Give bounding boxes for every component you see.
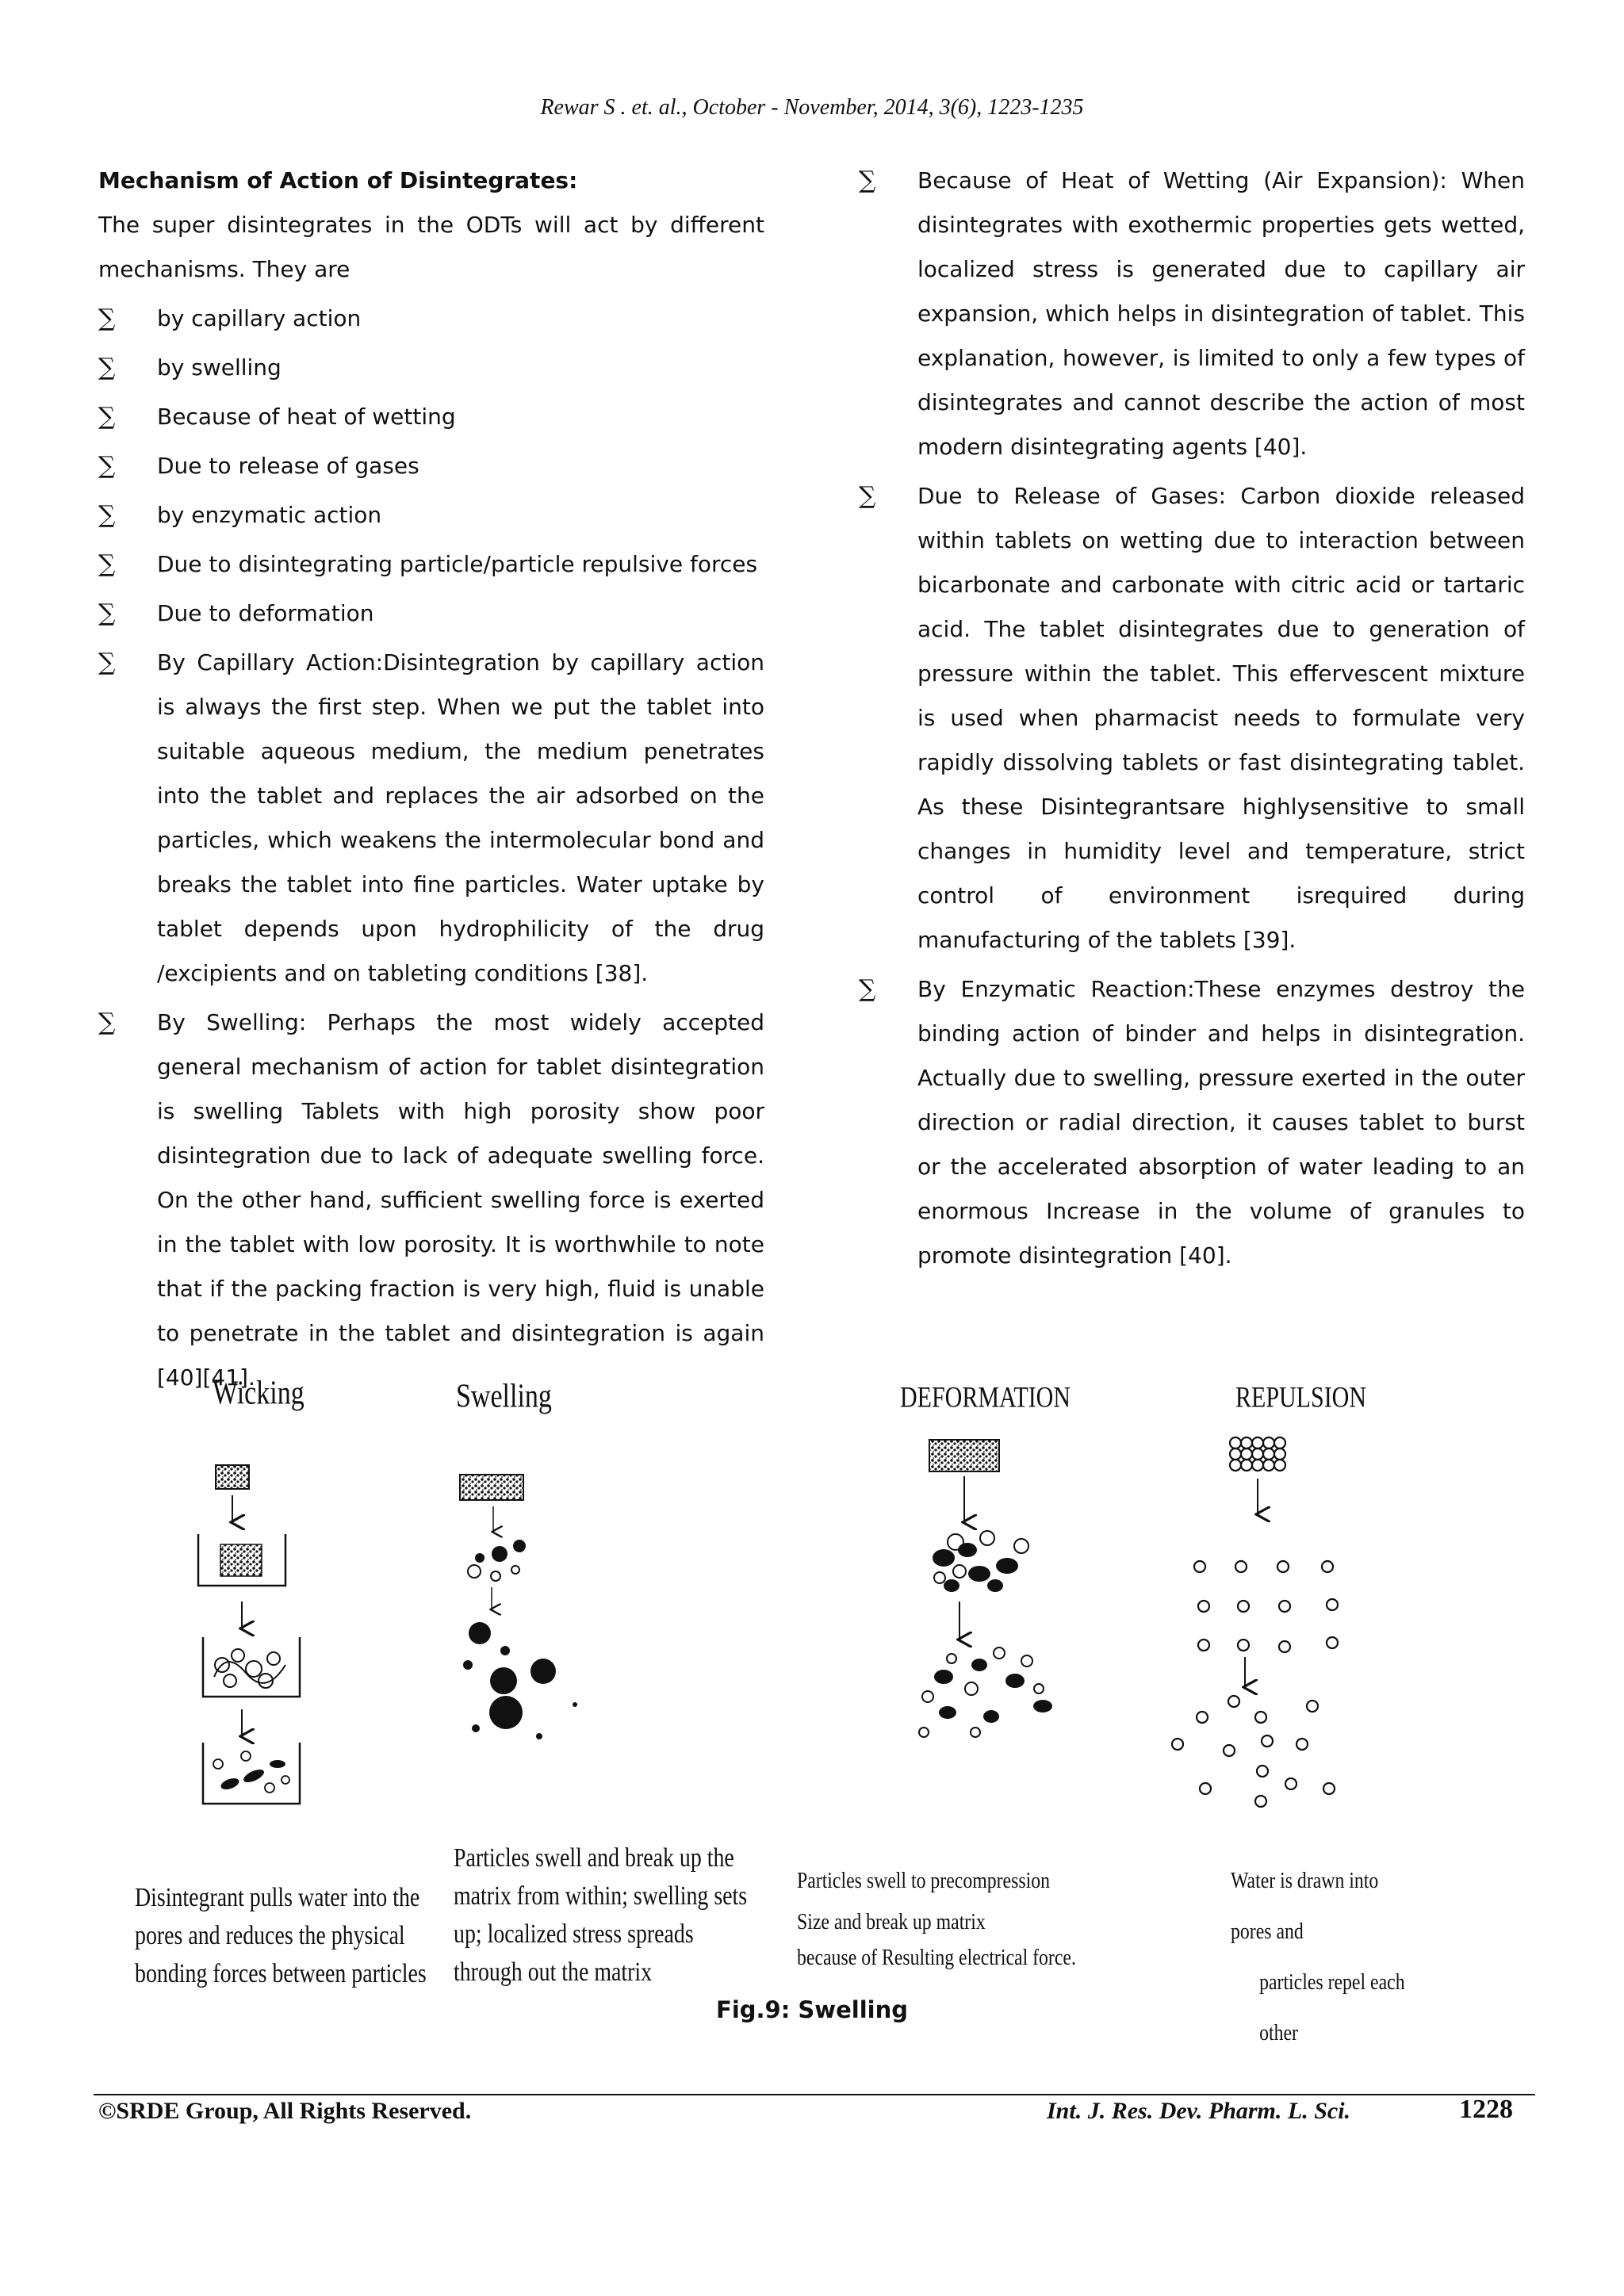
figure-caption: Fig.9: Swelling: [716, 1996, 908, 2023]
caption-line: Particles swell and break up the: [454, 1843, 734, 1873]
list-item-text: Due to deformation: [157, 600, 374, 626]
swelling-paragraph: By Swelling: Perhaps the most widely accepted general mechanism of action for tablet disintegration is swelling Tablets with high porosity show poor disintegration due to lack of adequate swelling force. On the other hand, sufficient swelling force is exerted in the tablet with low porosity. It is worthwhile to note that if the packing fraction is very high, fluid is unable to penetrate in the tablet and disintegration is again [40][41].: [157, 1009, 764, 1391]
footer-rule: [94, 2094, 1535, 2095]
caption-line: matrix from within; swelling sets: [454, 1881, 748, 1911]
caption-line: Disintegrant pulls water into the: [135, 1883, 420, 1912]
panel-title-wicking: Wicking: [213, 1375, 304, 1412]
list-item-text: by enzymatic action: [157, 502, 382, 528]
gases-paragraph: Due to Release of Gases: Carbon dioxide released within tablets on wetting due to interaction between bicarbonate and carbonate with citric acid or tartaric acid. The tablet disintegrates due to generation of pressure within the tablet. This effervescent mixture is used when pharmacist needs to formulate very rapidly dissolving tablets or fast disintegrating tablet. As these Disintegrantsare highlysensitive to small changes in humidity level and temperature, strict control of environment isrequired during manufacturing of the tablets [39].: [917, 483, 1525, 953]
sigma-bullet-icon: ∑: [98, 452, 116, 480]
panel-caption-swelling: [454, 1839, 747, 1992]
list-item: [98, 591, 764, 636]
capillary-paragraph: By Capillary Action:Disintegration by capillary action is always the first step. When we put the tablet into suitable aqueous medium, the medium penetrates into the tablet and replaces the air adsorbed on the particles, which weakens the intermolecular bond and breaks the tablet into fine particles. Water uptake by tablet depends upon hydrophilicity of the drug /excipients and on tableting conditions [38].: [157, 649, 764, 986]
intro-paragraph: The super disintegrates in the ODTs will act by different mechanisms. They are: [98, 212, 764, 282]
list-item-text: Due to release of gases: [157, 453, 419, 479]
list-item-text: by swelling: [157, 354, 282, 381]
figure-illustration: [119, 1364, 1451, 1808]
heat-paragraph: Because of Heat of Wetting (Air Expansion): When disintegrates with exothermic properties gets wetted, localized stress is generated due to capillary air expansion, which helps in disintegration of tablet. This explanation, however, is limited to only a few types of disintegrates and cannot describe the action of most modern disintegrating agents [40].: [917, 167, 1525, 460]
caption-line: particles repel each other: [1259, 1969, 1405, 2045]
list-item: [98, 395, 764, 439]
list-item-swelling: [98, 1001, 764, 1400]
sigma-bullet-icon: ∑: [98, 304, 116, 332]
left-column: [98, 159, 764, 1400]
footer-copyright: ©SRDE Group, All Rights Reserved.: [98, 2098, 472, 2124]
caption-line: Particles swell to precompression: [797, 1868, 1050, 1893]
panel-title-repulsion: REPULSION: [1235, 1381, 1367, 1414]
panel-caption-deformation: [797, 1855, 1076, 1977]
list-item: [98, 493, 764, 538]
sigma-bullet-icon: ∑: [98, 649, 116, 676]
caption-line: because of Resulting electrical force.: [797, 1945, 1076, 1970]
sigma-bullet-icon: ∑: [98, 354, 116, 381]
mechanism-detail-list: [859, 159, 1525, 1278]
enzymatic-paragraph: By Enzymatic Reaction:These enzymes destroy the binding action of binder and helps in disintegration. Actually due to swelling, pressure exerted in the outer direction or radial direction, it causes tablet to burst or the accelerated absorption of water leading to an enormous Increase in the volume of granules to promote disintegration [40].: [917, 976, 1525, 1269]
list-item-text: Because of heat of wetting: [157, 404, 456, 430]
list-item: [98, 444, 764, 488]
list-item-gases: [859, 474, 1525, 962]
list-item-capillary: [98, 641, 764, 996]
wicking-diagram: [198, 1465, 300, 1804]
panel-caption-repulsion: [1231, 1855, 1411, 2058]
repulsion-diagram: [1172, 1437, 1338, 1807]
sigma-bullet-icon: ∑: [98, 1008, 116, 1036]
running-head: Rewar S . et. al., October - November, 2014, 3(6), 1223-1235: [540, 95, 1084, 120]
mechanism-list: [98, 297, 764, 1400]
sigma-bullet-icon: ∑: [98, 550, 116, 578]
deformation-diagram: [919, 1440, 1052, 1737]
caption-line: Water is drawn into pores and: [1231, 1868, 1379, 1944]
sigma-bullet-icon: ∑: [859, 166, 876, 194]
list-item: [98, 346, 764, 390]
panel-caption-wicking: [135, 1879, 427, 1993]
list-item-enzymatic: [859, 967, 1525, 1278]
list-item: [98, 542, 764, 587]
sigma-bullet-icon: ∑: [98, 403, 116, 430]
list-item: [98, 297, 764, 341]
list-item-heat: [859, 159, 1525, 469]
sigma-bullet-icon: ∑: [98, 501, 116, 529]
page-number: 1228: [1459, 2095, 1513, 2124]
sigma-bullet-icon: ∑: [98, 599, 116, 627]
right-column: [859, 159, 1525, 1278]
sigma-bullet-icon: ∑: [859, 482, 876, 510]
caption-line: Size and break up matrix: [797, 1909, 986, 1934]
sigma-bullet-icon: ∑: [859, 975, 876, 1003]
caption-line: bonding forces between particles: [135, 1959, 427, 1988]
list-item-text: Due to disintegrating particle/particle repulsive forces: [157, 551, 758, 577]
caption-line: pores and reduces the physical: [135, 1921, 405, 1950]
footer-journal: Int. J. Res. Dev. Pharm. L. Sci.: [1047, 2098, 1351, 2124]
caption-line: through out the matrix: [454, 1957, 653, 1987]
list-item-text: by capillary action: [157, 305, 362, 331]
swelling-diagram: [460, 1475, 577, 1739]
section-heading: Mechanism of Action of Disintegrates:: [98, 167, 578, 193]
caption-line: up; localized stress spreads: [454, 1919, 694, 1949]
panel-title-swelling: Swelling: [456, 1378, 552, 1415]
panel-title-deformation: DEFORMATION: [900, 1381, 1071, 1414]
